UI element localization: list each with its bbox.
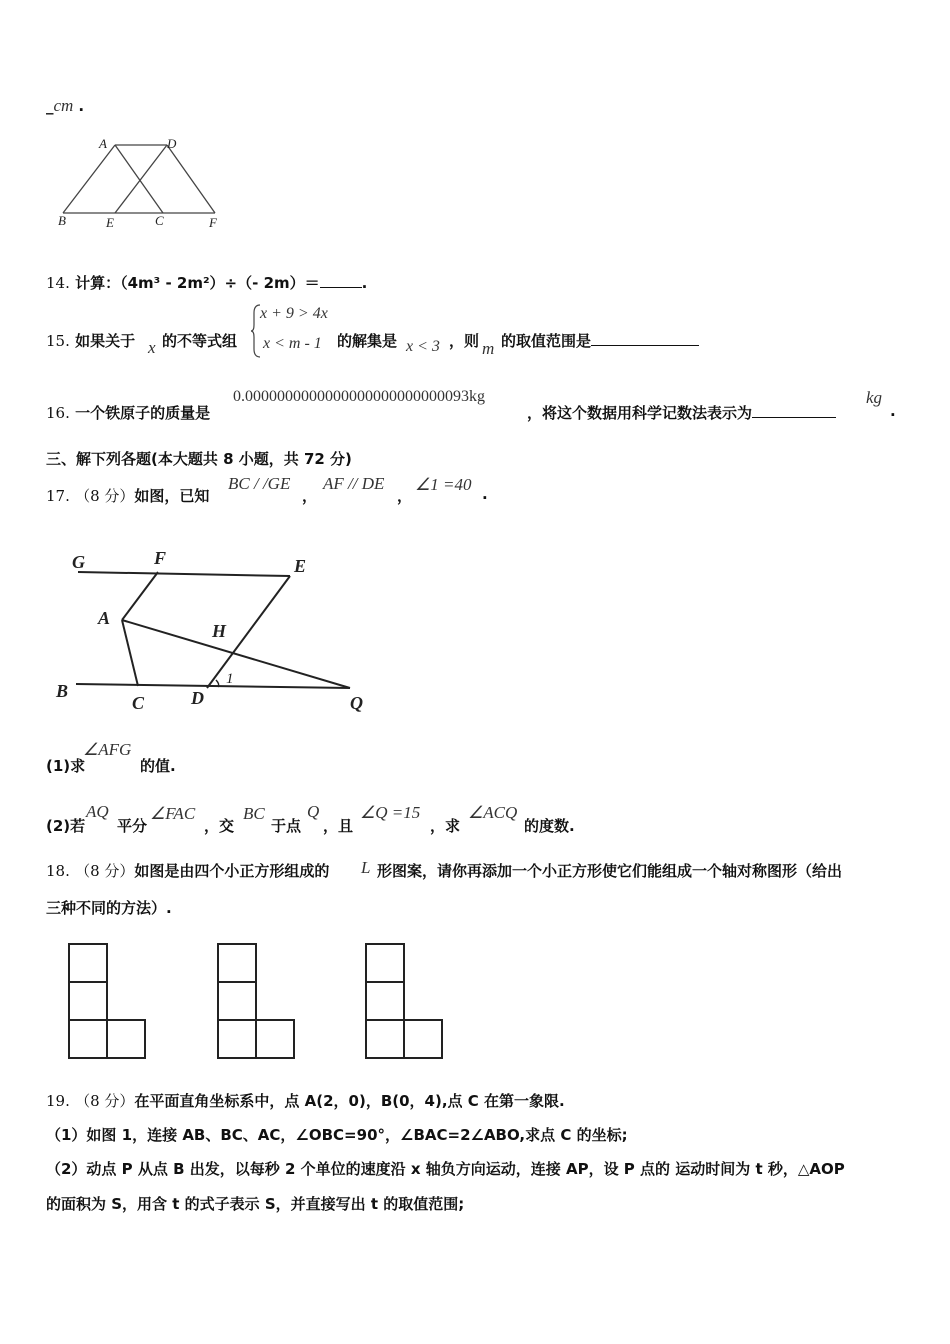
q17-part-2-text-4: ，且	[323, 817, 354, 835]
label-F: F	[154, 548, 167, 568]
figure-parallel-lines	[50, 540, 380, 720]
q16-answer-blank	[752, 405, 836, 418]
q18-text-1: 如图是由四个小正方形组成的	[134, 862, 330, 880]
q18-score: （8 分）	[75, 862, 135, 880]
label-E: E	[294, 556, 307, 576]
period: .	[78, 97, 85, 115]
q15-text-5-label: 的取值范围是	[501, 332, 592, 350]
q19-part-1: （1）如图 1，连接 AB、BC、AC，∠OBC=90°，∠BAC=2∠ABO,求点 C 的坐标;	[46, 1126, 628, 1144]
q17-cond-3: ∠1 =40	[415, 475, 472, 494]
q16-end: .	[890, 402, 896, 420]
q17-comma-2: ，	[397, 487, 413, 505]
q17-number: 17.	[46, 487, 70, 505]
q15-inequality-1: x + 9 > 4x	[260, 305, 328, 322]
unit-cm: cm	[53, 96, 74, 115]
q16-text-2-wrap	[527, 402, 836, 423]
q19-part-2-line-1: （2）动点 P 从点 B 出发，以每秒 2 个单位的速度沿 x 轴负方向运动，连接 AP，设 P 点的 运动时间为 t 秒，△AOP	[46, 1160, 845, 1178]
question-14	[46, 272, 367, 293]
q17-text-1: 如图，已知	[134, 487, 210, 505]
label-B: B	[58, 213, 66, 228]
label-H: H	[212, 621, 227, 641]
q14-answer-blank	[320, 275, 362, 288]
q15-text-5	[501, 330, 699, 351]
q19-text-1: 在平面直角坐标系中，点 A(2，0)，B(0，4),点 C 在第一象限.	[134, 1092, 565, 1110]
q17-part-2-acq: ∠ACQ	[468, 803, 518, 822]
q16-value: 0.0000000000000000000000000093kg	[233, 388, 485, 405]
q15-line	[46, 330, 135, 351]
q14-label: 计算：	[75, 274, 121, 292]
l-shape-3	[362, 940, 452, 1062]
q14-expression: （4m³ - 2m²）÷（- 2m）＝	[120, 274, 320, 292]
q17-comma-1: ，	[302, 487, 318, 505]
blank-underscore: _	[46, 97, 54, 115]
l-shape-2	[214, 940, 304, 1062]
q18-number: 18.	[46, 862, 70, 880]
q17-part-2-text-3: 于点	[271, 817, 302, 835]
q15-text-4: ，则	[449, 332, 480, 350]
q16-text-1: 一个铁原子的质量是	[75, 404, 211, 422]
label-Q: Q	[350, 693, 363, 713]
q17-end: .	[482, 485, 488, 503]
q17-part-1-pre: (1)求	[46, 757, 86, 775]
q15-text-3: 的解集是	[337, 332, 398, 350]
q15-inequality-2: x < m - 1	[263, 335, 322, 352]
l-shape-1	[65, 940, 155, 1062]
q17-part-2-bc: BC	[243, 804, 265, 823]
label-A: A	[98, 608, 111, 628]
label-B: B	[56, 681, 69, 701]
q17-part-2-pre: (2)若	[46, 817, 86, 835]
q17-part-2-q: Q	[307, 802, 320, 821]
q17-part-1-math: ∠AFG	[83, 740, 132, 759]
label-C: C	[132, 693, 145, 713]
q15-text-2: 的不等式组	[162, 332, 238, 350]
label-F: F	[209, 215, 217, 230]
label-G: G	[72, 552, 85, 572]
q16-unit: kg	[866, 388, 883, 407]
q19-number: 19.	[46, 1092, 70, 1110]
label-D: D	[191, 688, 204, 708]
q19-part-2-line-2: 的面积为 S，用含 t 的式子表示 S，并直接写出 t 的取值范围;	[46, 1195, 465, 1213]
q18-shape-L: L	[361, 858, 371, 877]
q17-part-2-text-2: ，交	[204, 817, 235, 835]
q17-score: （8 分）	[75, 487, 135, 505]
label-D: D	[167, 136, 177, 151]
q16-number: 16.	[46, 404, 70, 422]
q14-end: .	[361, 274, 368, 292]
section-3-heading: 三、解下列各题(本大题共 8 小题，共 72 分)	[46, 450, 352, 468]
q17-part-2-text-1: 平分	[117, 817, 148, 835]
label-C: C	[155, 213, 164, 228]
q17-cond-1: BC / /GE	[228, 474, 291, 493]
figure-trapezoid	[55, 135, 225, 235]
q17-part-2-fac: ∠FAC	[150, 804, 196, 823]
q19-score: （8 分）	[75, 1092, 135, 1110]
q15-solution: x < 3	[406, 338, 440, 355]
label-A: A	[99, 136, 107, 151]
label-E: E	[106, 215, 114, 230]
q19-line-1	[46, 1090, 565, 1111]
label-angle-1: 1	[226, 671, 234, 687]
q17-part-2-text-6: 的度数.	[524, 817, 575, 835]
q15-text-1: 如果关于	[75, 332, 136, 350]
q17-part-2-text-5: ，求	[430, 817, 461, 835]
q17-part-2-condition: ∠Q =15	[360, 803, 421, 822]
q15-number: 15.	[46, 332, 70, 350]
q17-part-2-aq: AQ	[86, 802, 109, 821]
q18-line-1	[46, 860, 329, 881]
q18-text-2: 形图案，请你再添加一个小正方形使它们能组成一个轴对称图形（给出	[377, 862, 843, 880]
q17-part-1-post: 的值.	[140, 757, 176, 775]
q17-cond-2: AF // DE	[323, 474, 385, 493]
q13-answer-tail	[46, 96, 84, 116]
q16-text-2: ，将这个数据用科学记数法表示为	[527, 404, 753, 422]
q15-var-m: m	[482, 339, 495, 358]
q18-line-2: 三种不同的方法）.	[46, 899, 172, 917]
q16-line	[46, 402, 210, 423]
q15-answer-blank	[591, 333, 699, 346]
q17-line	[46, 485, 209, 506]
q14-number: 14.	[46, 274, 70, 292]
q15-var-x: x	[148, 338, 156, 357]
